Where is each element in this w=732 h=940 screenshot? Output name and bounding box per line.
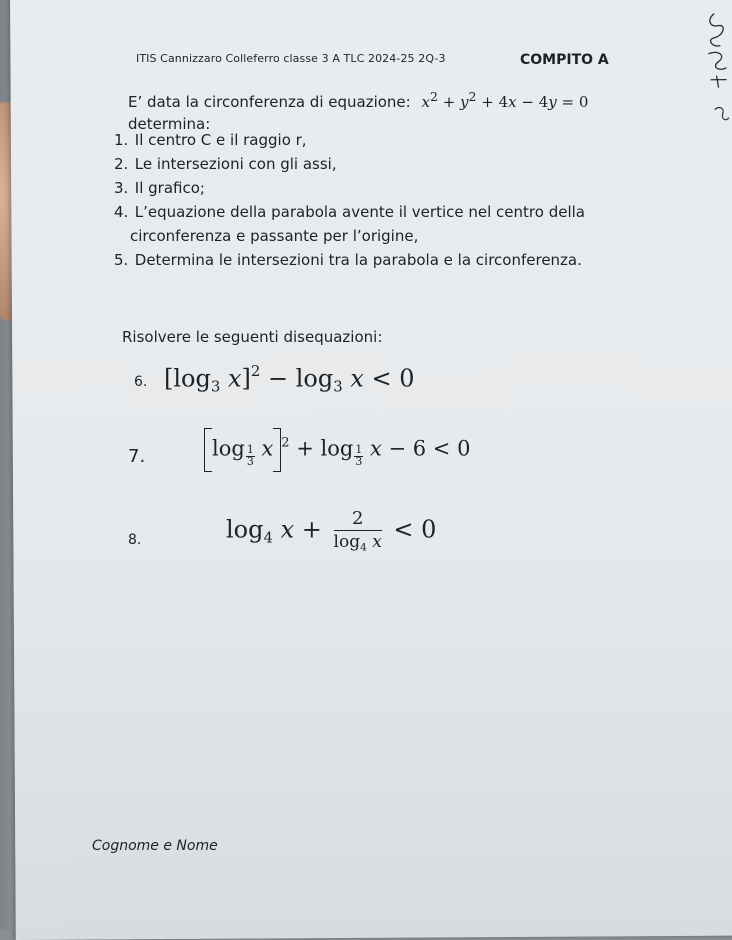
intro-determina: determina:: [128, 115, 211, 133]
task-item: 2. Le intersezioni con gli assi,: [114, 155, 337, 173]
exercise-number: 7.: [128, 446, 146, 467]
inequality-6: [$\log_3$ $x]^2 - \log_3 x < 0$: [164, 362, 415, 396]
circle-equation: $x^2 + y^2 + 4x - 4y = 0$: [421, 89, 589, 111]
exercise-number: 8.: [128, 532, 142, 548]
task-list: [114, 128, 585, 272]
task-item: 3. Il grafico;: [114, 179, 205, 197]
name-field-label: Cognome e Nome: [92, 838, 218, 854]
section-title: Risolvere le seguenti disequazioni:: [122, 328, 383, 346]
task-item: 1. Il centro C e il raggio r,: [114, 131, 307, 149]
inequality-8: $\log_4 x$ + $\frac{2}{\log_4 x}$ < 0: [226, 508, 437, 554]
inequality-7: log $\frac{1}{3}$ x $^2$ + log $\frac{1}{3}$ x − 6 < 0: [204, 428, 470, 472]
exercise-number: 6.: [134, 374, 148, 390]
header-school: ITIS Cannizzaro Colleferro classe 3 A TLC 2024-25 2Q-3: [136, 52, 446, 65]
intro-text: E’ data la circonferenza di equazione:: [128, 93, 411, 111]
task-item: 5. Determina le intersezioni tra la parabola e la circonferenza.: [114, 251, 582, 269]
task-item: 4. L’equazione della parabola avente il vertice nel centro della circonferenza e passante per l’origine,: [114, 203, 585, 245]
exam-title: COMPITO A: [520, 52, 609, 68]
